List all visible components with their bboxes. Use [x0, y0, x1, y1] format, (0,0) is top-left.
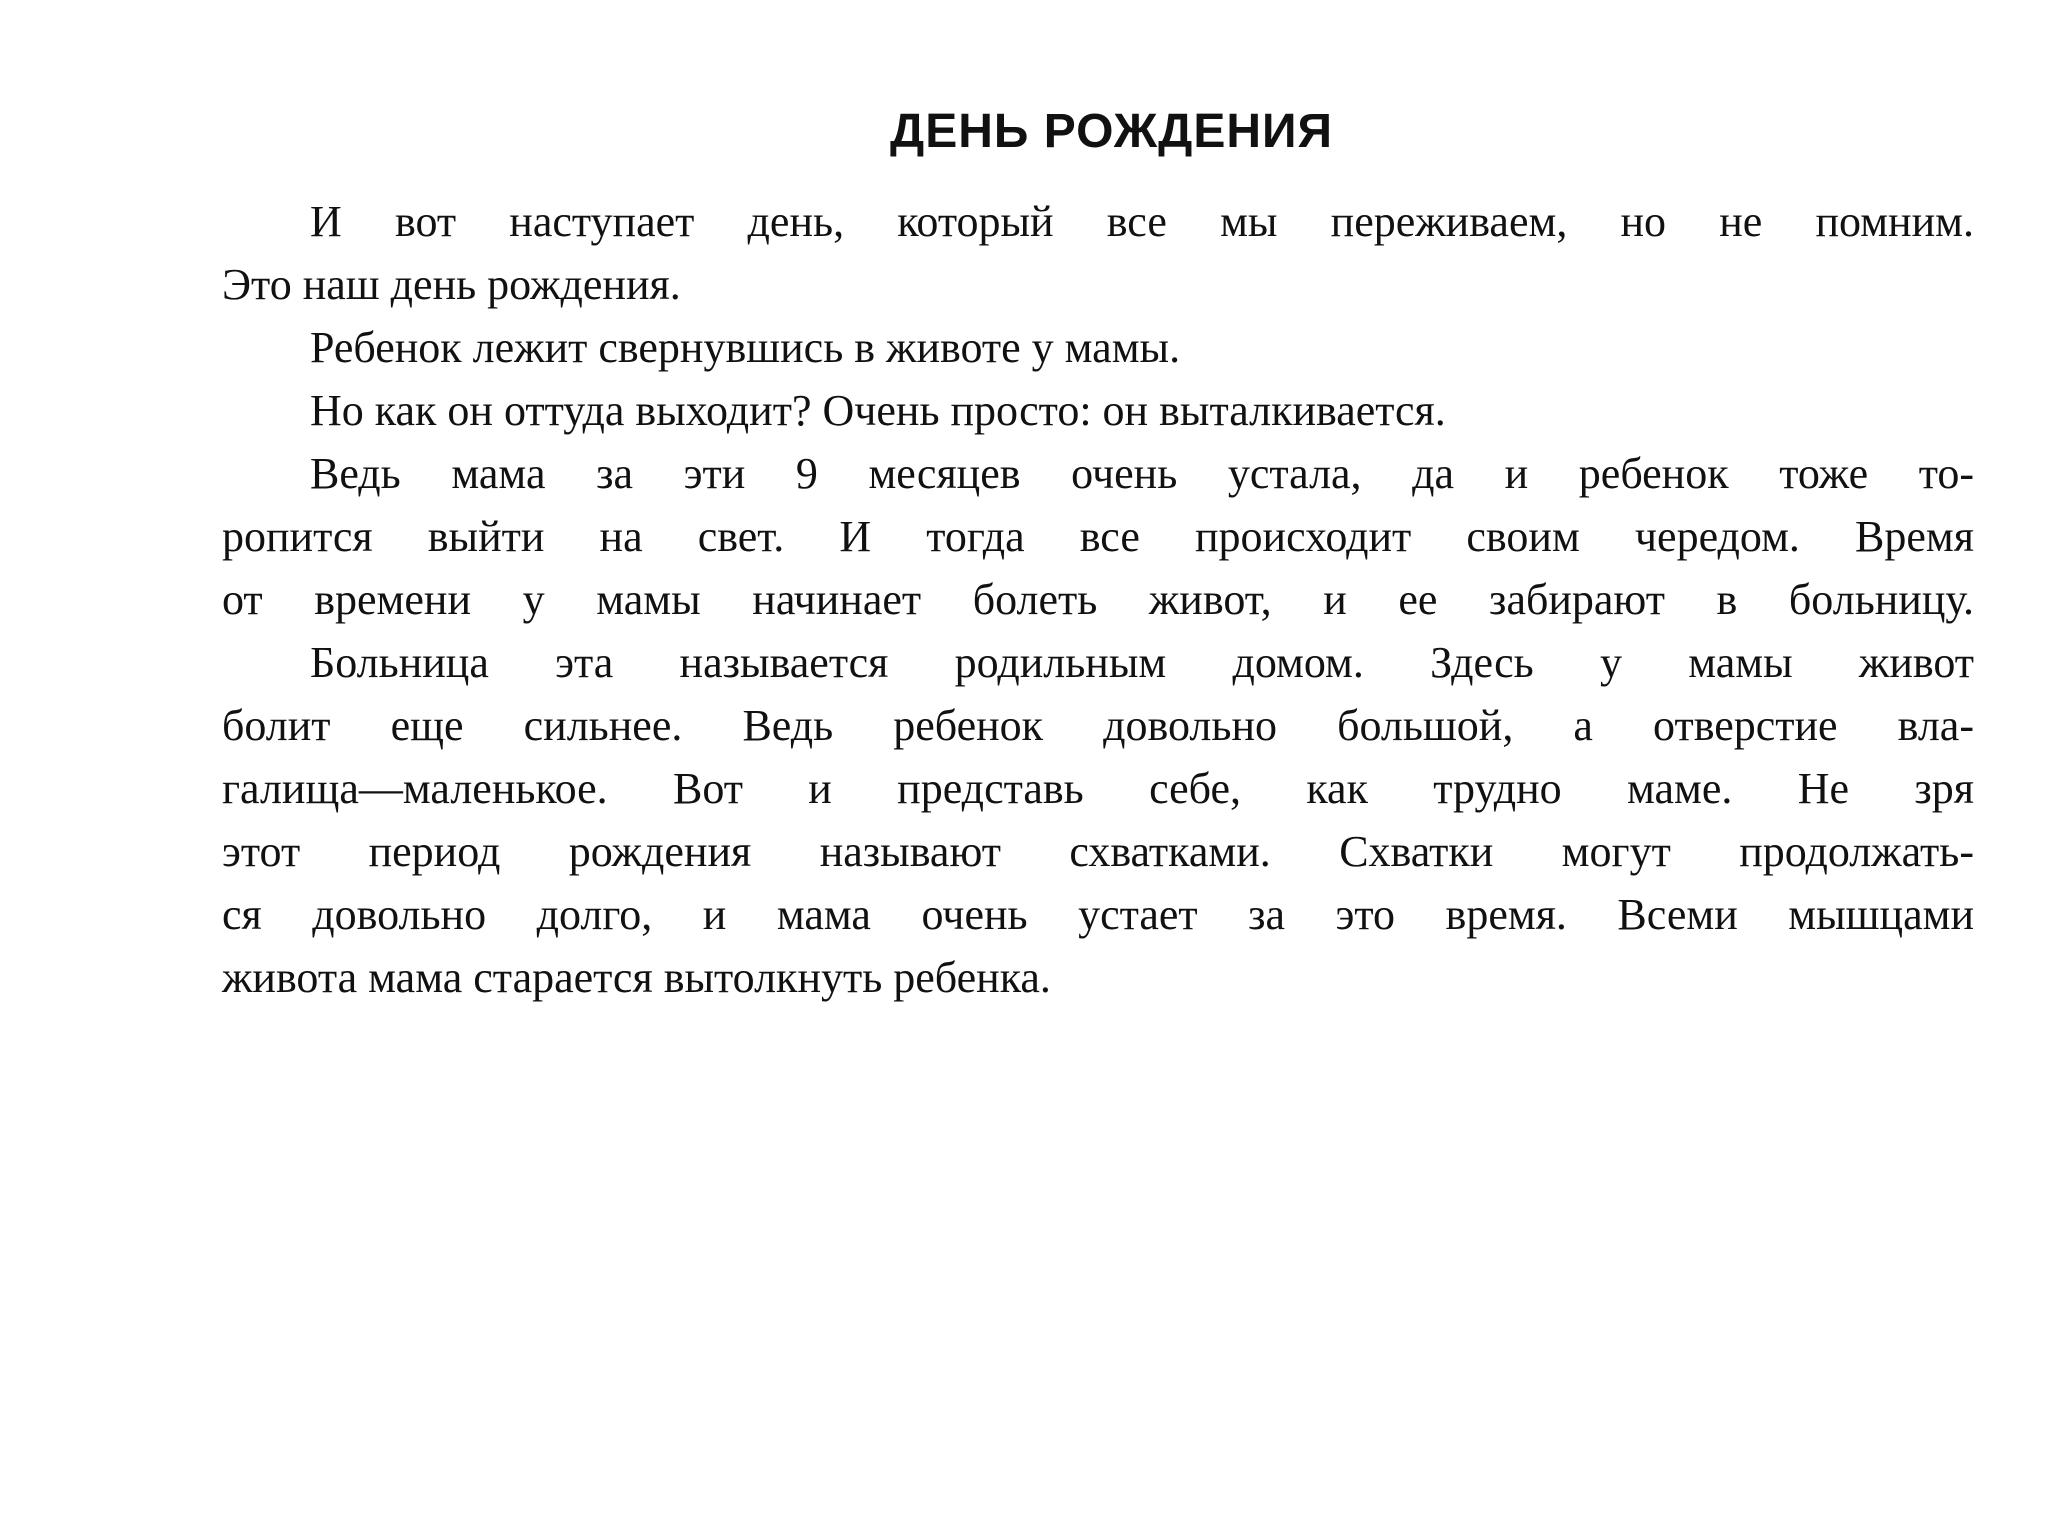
text-line: этот период рождения называют схватками. Схватки могут продолжать- [222, 827, 1974, 876]
text-line: галища—маленькое. Вот и представь себе, как трудно маме. Не зря [222, 764, 1974, 813]
text-line: Это наш день рождения. [222, 260, 681, 309]
text-line: И вот наступает день, который все мы переживаем, но не помним. [310, 197, 1974, 246]
text-line: ропится выйти на свет. И тогда все происходит своим чередом. Время [222, 512, 1974, 561]
text-line: ся довольно долго, и мама очень устает за это время. Всеми мышцами [222, 890, 1974, 939]
text-line: Больница эта называется родильным домом. Здесь у мамы живот [310, 638, 1974, 687]
text-line: болит еще сильнее. Ведь ребенок довольно большой, а отверстие вла- [222, 701, 1974, 750]
page-title: ДЕНЬ РОЖДЕНИЯ [890, 105, 1334, 158]
text-line: Ведь мама за эти 9 месяцев очень устала, да и ребенок тоже то- [310, 449, 1974, 498]
text-line: от времени у мамы начинает болеть живот, и ее забирают в больницу. [222, 575, 1974, 624]
text-line: живота мама старается вытолкнуть ребенка. [222, 953, 1051, 1002]
text-line: Но как он оттуда выходит? Очень просто: он выталкивается. [310, 386, 1446, 435]
text-line: Ребенок лежит свернувшись в животе у мамы. [310, 323, 1181, 372]
